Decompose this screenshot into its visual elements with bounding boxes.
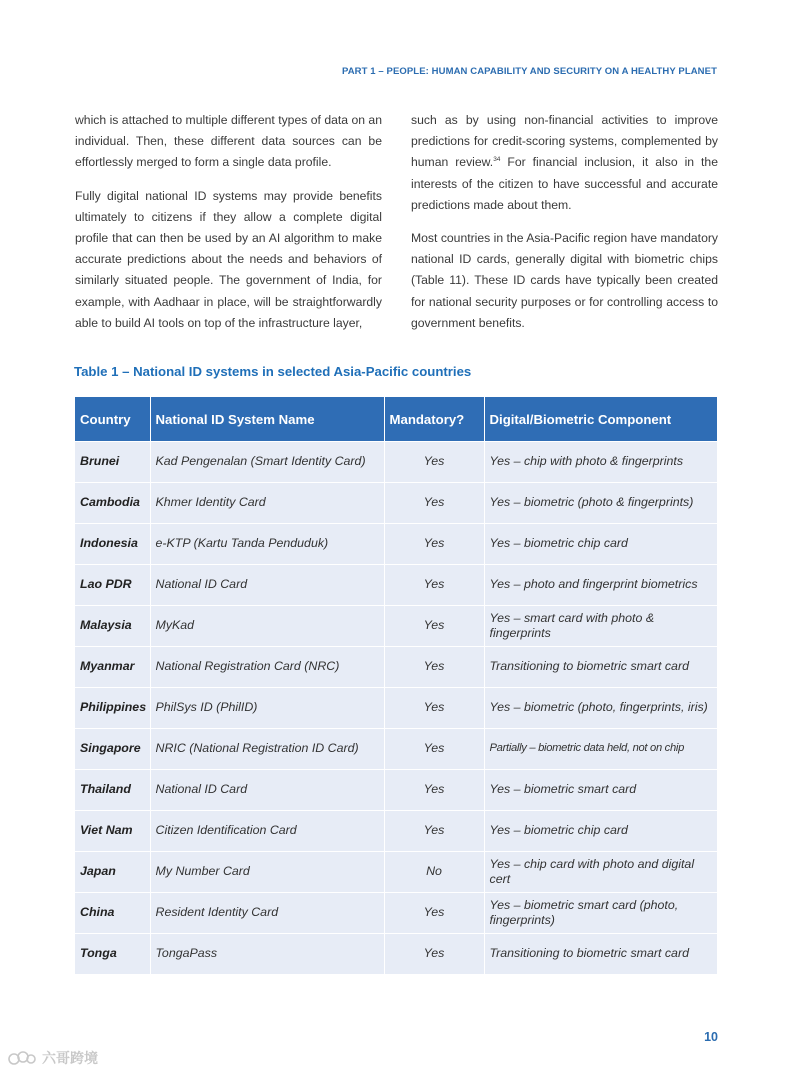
footnote-marker[interactable]: 34 [493,156,501,164]
header-biometric: Digital/Biometric Component [484,397,717,442]
cell-system-name: Kad Pengenalan (Smart Identity Card) [150,442,384,483]
cell-system-name: MyKad [150,606,384,647]
cell-biometric: Transitioning to biometric smart card [484,934,717,975]
cell-biometric: Yes – biometric smart card [484,770,717,811]
table-row [75,811,717,852]
header-country: Country [75,397,150,442]
cell-biometric: Yes – chip with photo & fingerprints [484,442,717,483]
table-row [75,934,717,975]
cell-biometric: Yes – photo and fingerprint biometrics [484,565,717,606]
cell-mandatory: Yes [384,524,484,565]
table-row [75,647,717,688]
cell-country: Brunei [75,442,150,483]
cell-system-name: e-KTP (Kartu Tanda Penduduk) [150,524,384,565]
watermark [8,1048,98,1068]
right-paragraph-1-text-cont: For financial inclusion, it also in the interests of the citizen to have successful and accurate predictions made about them. [411,155,718,212]
cell-system-name: My Number Card [150,852,384,893]
cell-country: Singapore [75,729,150,770]
cell-biometric: Yes – chip card with photo and digital cert [484,852,717,893]
cell-biometric: Partially – biometric data held, not on chip [484,729,717,770]
cell-country: Lao PDR [75,565,150,606]
table-row [75,770,717,811]
header-system-name: National ID System Name [150,397,384,442]
cell-biometric: Yes – biometric smart card (photo, fingerprints) [484,893,717,934]
cell-mandatory: Yes [384,483,484,524]
cell-mandatory: Yes [384,934,484,975]
cell-country: Viet Nam [75,811,150,852]
table-body [75,442,717,975]
page-number: 10 [704,1030,718,1044]
cell-mandatory: Yes [384,688,484,729]
cell-country: Thailand [75,770,150,811]
cell-system-name: NRIC (National Registration ID Card) [150,729,384,770]
table-title: Table 1 – National ID systems in selected Asia-Pacific countries [74,364,472,379]
left-paragraph-2: Fully digital national ID systems may provide benefits ultimately to citizens if they allow a complete digital profile that can then be used by an AI algorithm to make accurate predictions about the needs and behaviors of similarly situated people. The government of India, for example, with Aadhaar in place, will be straightforwardly able to build AI tools on top of the infrastructure layer, [75,188,382,330]
cell-system-name: National Registration Card (NRC) [150,647,384,688]
running-header: PART 1 – PEOPLE: HUMAN CAPABILITY AND SECURITY ON A HEALTHY PLANET [341,66,717,77]
cell-biometric: Yes – smart card with photo & fingerprints [484,606,717,647]
table-row [75,606,717,647]
header-mandatory: Mandatory? [384,397,484,442]
cell-mandatory: Yes [384,647,484,688]
table-row [75,729,717,770]
left-column [75,110,382,346]
cell-system-name: Resident Identity Card [150,893,384,934]
watermark-text: 六哥跨境 [42,1050,98,1066]
cell-country: Philippines [75,688,150,729]
cell-system-name: National ID Card [150,770,384,811]
cell-mandatory: Yes [384,811,484,852]
national-id-table [75,397,717,974]
right-paragraph-1-text: such as by using non-financial activities to improve predictions for credit-scoring systems, complemented by human review. [411,113,718,170]
table-row [75,688,717,729]
right-paragraph-1 [411,110,718,216]
cell-mandatory: Yes [384,606,484,647]
cell-country: Myanmar [75,647,150,688]
cell-mandatory: Yes [384,729,484,770]
cell-country: Japan [75,852,150,893]
right-column [411,110,718,346]
table-row [75,483,717,524]
cell-country: China [75,893,150,934]
cell-system-name: Khmer Identity Card [150,483,384,524]
cell-system-name: TongaPass [150,934,384,975]
cell-biometric: Yes – biometric chip card [484,811,717,852]
watermark-logo-icon [8,1050,36,1066]
cell-biometric: Yes – biometric chip card [484,524,717,565]
cell-mandatory: Yes [384,893,484,934]
table-row [75,442,717,483]
cell-system-name: PhilSys ID (PhilID) [150,688,384,729]
cell-mandatory: Yes [384,770,484,811]
cell-system-name: National ID Card [150,565,384,606]
cell-biometric: Transitioning to biometric smart card [484,647,717,688]
cell-biometric: Yes – biometric (photo & fingerprints) [484,483,717,524]
table-header-row [75,397,717,442]
cell-country: Tonga [75,934,150,975]
right-paragraph-2: Most countries in the Asia-Pacific region have mandatory national ID cards, generally digital with biometric chips (Table 11). These ID cards have typically been created for national security purposes or for controlling access to government benefits. [411,231,718,330]
cell-system-name: Citizen Identification Card [150,811,384,852]
cell-biometric: Yes – biometric (photo, fingerprints, iris) [484,688,717,729]
cell-country: Indonesia [75,524,150,565]
cell-country: Cambodia [75,483,150,524]
left-paragraph-1: which is attached to multiple different types of data on an individual. Then, these different data sources can be effortlessly merged to form a single data profile. [75,113,382,170]
table-row [75,893,717,934]
cell-mandatory: No [384,852,484,893]
cell-mandatory: Yes [384,442,484,483]
cell-country: Malaysia [75,606,150,647]
table-row [75,852,717,893]
table-row [75,565,717,606]
cell-mandatory: Yes [384,565,484,606]
table-row [75,524,717,565]
